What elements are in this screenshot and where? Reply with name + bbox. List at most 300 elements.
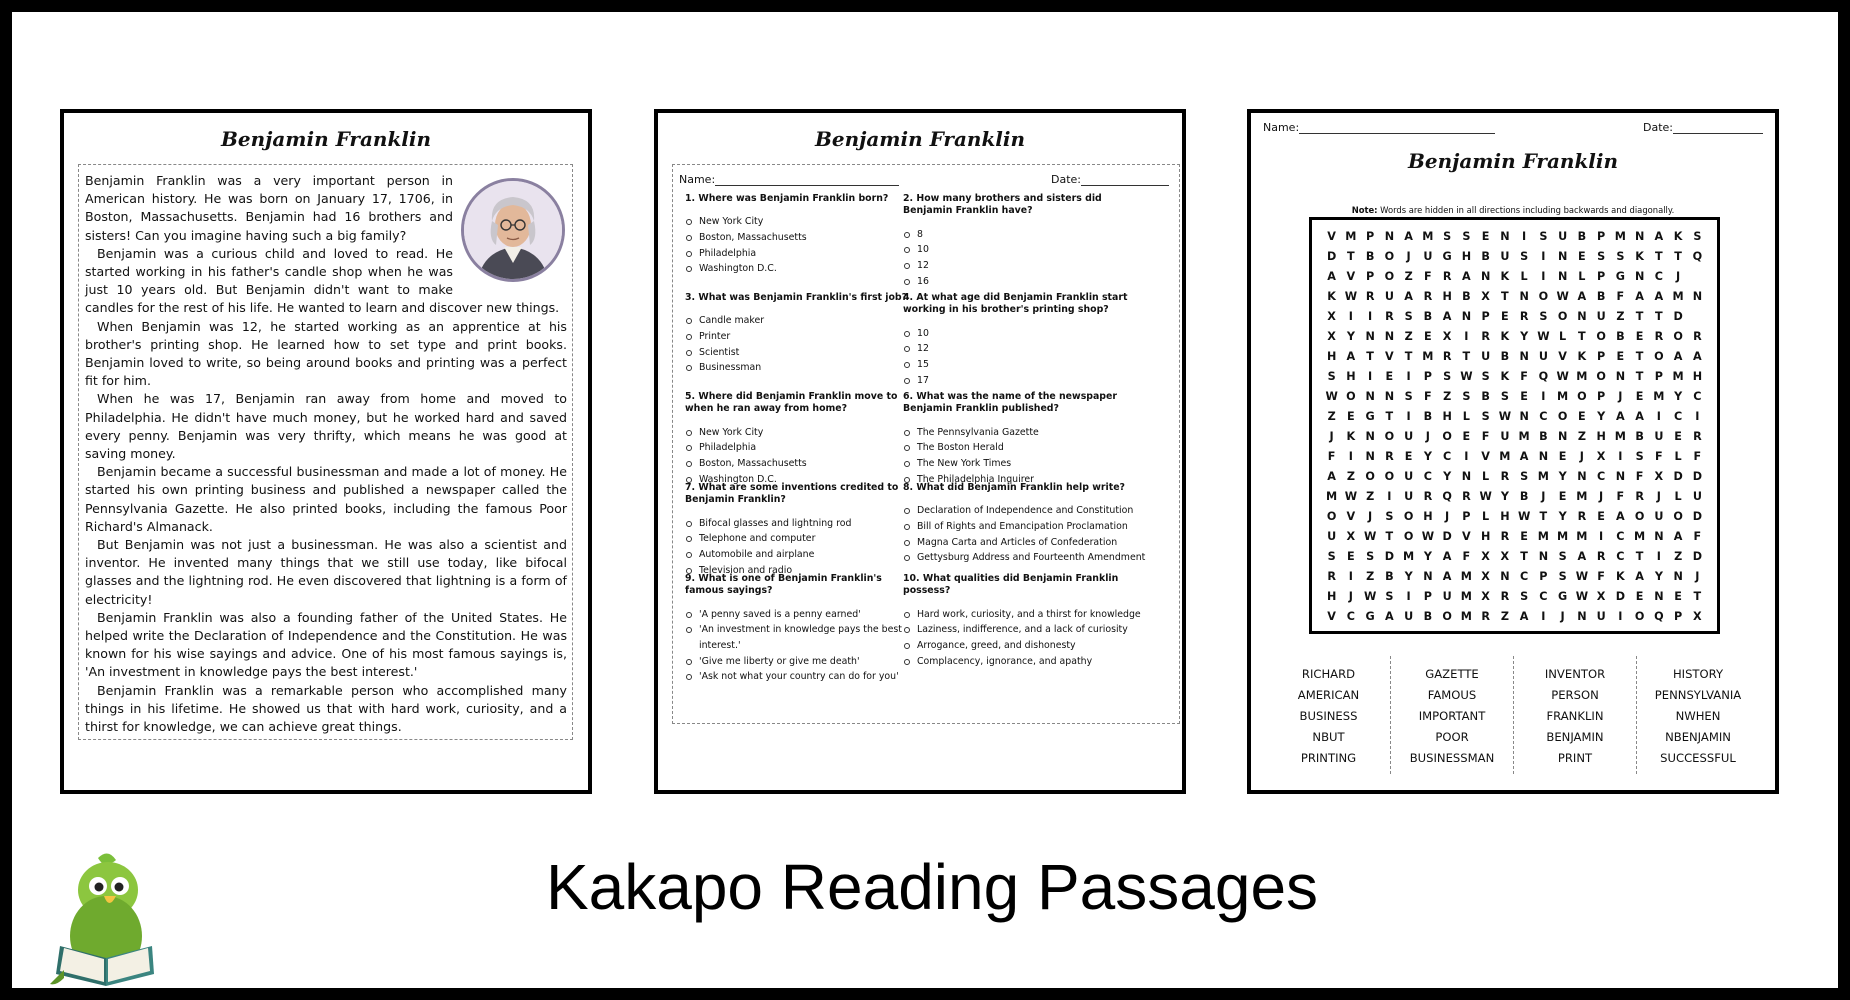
grid-letter[interactable]: K	[1346, 430, 1356, 443]
quiz-option[interactable]: New York City	[685, 425, 921, 441]
grid-letter[interactable]: M	[1557, 530, 1569, 543]
grid-letter[interactable]: Q	[1692, 250, 1703, 263]
grid-letter[interactable]: K	[1327, 290, 1336, 303]
grid-letter[interactable]: J	[1676, 270, 1681, 283]
grid-letter[interactable]: U	[1500, 430, 1510, 443]
grid-letter[interactable]: K	[1577, 350, 1587, 363]
grid-letter[interactable]: I	[1656, 410, 1661, 423]
grid-letter[interactable]: W	[1479, 490, 1492, 503]
quiz-option[interactable]: 17	[903, 373, 1153, 389]
grid-letter[interactable]: N	[1519, 290, 1529, 303]
grid-letter[interactable]: T	[1385, 410, 1394, 423]
grid-letter[interactable]: R	[1385, 310, 1394, 323]
grid-letter[interactable]: S	[1539, 310, 1548, 323]
grid-letter[interactable]: E	[1404, 450, 1413, 463]
grid-letter[interactable]: B	[1385, 570, 1394, 583]
grid-letter[interactable]: I	[1348, 570, 1353, 583]
wordsearch-date-field[interactable]	[1643, 121, 1763, 134]
grid-letter[interactable]: Z	[1346, 470, 1355, 483]
grid-letter[interactable]: Y	[1443, 470, 1452, 483]
grid-letter[interactable]: T	[1635, 370, 1644, 383]
grid-letter[interactable]: N	[1365, 330, 1375, 343]
grid-letter[interactable]: U	[1654, 510, 1664, 523]
grid-letter[interactable]: N	[1577, 610, 1587, 623]
grid-letter[interactable]: K	[1500, 370, 1510, 383]
grid-letter[interactable]: N	[1365, 430, 1375, 443]
grid-letter[interactable]: J	[1579, 450, 1584, 463]
grid-letter[interactable]: S	[1539, 230, 1548, 243]
quiz-option[interactable]: Printer	[685, 329, 921, 345]
grid-letter[interactable]: M	[1576, 370, 1588, 383]
grid-letter[interactable]: O	[1403, 530, 1414, 543]
grid-letter[interactable]: I	[1406, 410, 1411, 423]
grid-letter[interactable]: X	[1481, 550, 1490, 563]
grid-letter[interactable]: B	[1577, 230, 1587, 243]
grid-letter[interactable]: S	[1385, 510, 1394, 523]
grid-letter[interactable]: L	[1520, 270, 1528, 283]
quiz-option[interactable]: Telephone and computer	[685, 531, 921, 547]
grid-letter[interactable]: A	[1327, 270, 1336, 283]
grid-letter[interactable]: Y	[1346, 330, 1355, 343]
grid-letter[interactable]: O	[1384, 430, 1395, 443]
grid-letter[interactable]: I	[1618, 610, 1623, 623]
grid-letter[interactable]: C	[1674, 410, 1683, 423]
grid-letter[interactable]: S	[1481, 370, 1490, 383]
grid-letter[interactable]: A	[1442, 310, 1452, 323]
grid-letter[interactable]: A	[1635, 570, 1644, 583]
grid-letter[interactable]: L	[1559, 330, 1567, 343]
grid-letter[interactable]: N	[1654, 590, 1664, 603]
grid-letter[interactable]: W	[1537, 330, 1550, 343]
quiz-option[interactable]: Philadelphia	[685, 246, 921, 262]
grid-letter[interactable]: O	[1596, 370, 1606, 383]
grid-letter[interactable]: Q	[1538, 370, 1549, 383]
quiz-option[interactable]: Bill of Rights and Emancipation Proclamation	[903, 519, 1153, 535]
grid-letter[interactable]: O	[1673, 510, 1683, 523]
grid-letter[interactable]: T	[1347, 250, 1355, 263]
grid-letter[interactable]: U	[1404, 430, 1414, 443]
grid-letter[interactable]: U	[1596, 610, 1606, 623]
grid-letter[interactable]: I	[1387, 490, 1392, 503]
quiz-option[interactable]: Scientist	[685, 345, 921, 361]
grid-letter[interactable]: H	[1500, 510, 1510, 523]
grid-letter[interactable]: N	[1519, 350, 1529, 363]
grid-letter[interactable]: K	[1673, 230, 1683, 243]
grid-letter[interactable]: O	[1326, 510, 1337, 523]
grid-letter[interactable]: O	[1346, 390, 1356, 403]
grid-letter[interactable]: T	[1655, 250, 1663, 263]
grid-letter[interactable]: Z	[1500, 610, 1509, 623]
quiz-option[interactable]: The Pennsylvania Gazette	[903, 425, 1153, 441]
grid-letter[interactable]: K	[1500, 270, 1510, 283]
grid-letter[interactable]: C	[1654, 270, 1663, 283]
grid-letter[interactable]: S	[1462, 390, 1471, 403]
grid-letter[interactable]: O	[1442, 430, 1452, 443]
grid-letter[interactable]: B	[1423, 610, 1433, 623]
quiz-option[interactable]: 10	[903, 242, 1153, 258]
grid-letter[interactable]: E	[1674, 590, 1682, 603]
grid-letter[interactable]: E	[1616, 350, 1625, 363]
grid-letter[interactable]: I	[1368, 370, 1373, 383]
grid-letter[interactable]: D	[1384, 550, 1395, 563]
grid-letter[interactable]: R	[1500, 470, 1510, 483]
grid-letter[interactable]: J	[1348, 590, 1353, 603]
grid-letter[interactable]: F	[1597, 570, 1605, 583]
grid-letter[interactable]: U	[1404, 490, 1414, 503]
grid-letter[interactable]: N	[1615, 470, 1626, 483]
grid-letter[interactable]: M	[1576, 530, 1588, 543]
grid-letter[interactable]: K	[1635, 250, 1644, 263]
grid-letter[interactable]: P	[1597, 350, 1606, 363]
grid-letter[interactable]: I	[1368, 310, 1373, 323]
grid-letter[interactable]: U	[1654, 430, 1664, 443]
grid-letter[interactable]: X	[1596, 450, 1606, 463]
grid-letter[interactable]: V	[1481, 450, 1490, 463]
grid-letter[interactable]: A	[1442, 550, 1452, 563]
grid-letter[interactable]: N	[1384, 390, 1395, 403]
quiz-option[interactable]: Gettysburg Address and Fourteenth Amendment	[903, 550, 1153, 566]
grid-letter[interactable]: H	[1346, 370, 1356, 383]
grid-letter[interactable]: E	[1578, 250, 1586, 263]
grid-letter[interactable]: J	[1329, 430, 1334, 443]
grid-letter[interactable]: I	[1406, 370, 1411, 383]
grid-letter[interactable]: E	[1462, 430, 1471, 443]
grid-letter[interactable]: T	[1635, 350, 1644, 363]
grid-letter[interactable]: W	[1575, 590, 1589, 603]
grid-letter[interactable]: W	[1575, 570, 1589, 583]
quiz-option[interactable]: Complacency, ignorance, and apathy	[903, 654, 1153, 670]
grid-letter[interactable]: S	[1366, 550, 1375, 563]
grid-letter[interactable]: V	[1346, 270, 1356, 283]
grid-letter[interactable]: O	[1634, 610, 1645, 623]
grid-letter[interactable]: O	[1557, 310, 1568, 323]
grid-letter[interactable]: E	[1347, 410, 1355, 423]
grid-letter[interactable]: O	[1403, 510, 1414, 523]
grid-letter[interactable]: B	[1596, 290, 1606, 303]
grid-letter[interactable]: G	[1365, 610, 1375, 623]
grid-letter[interactable]: S	[1385, 590, 1394, 603]
grid-letter[interactable]: F	[1616, 490, 1625, 503]
grid-letter[interactable]: Z	[1616, 310, 1625, 323]
grid-letter[interactable]: T	[1635, 310, 1644, 323]
quiz-option[interactable]: Washington D.C.	[685, 472, 921, 488]
grid-letter[interactable]: A	[1616, 510, 1625, 523]
grid-letter[interactable]: L	[1578, 270, 1586, 283]
grid-letter[interactable]: V	[1462, 530, 1471, 543]
grid-letter[interactable]: Y	[1500, 490, 1509, 503]
grid-letter[interactable]: E	[1520, 530, 1528, 543]
grid-letter[interactable]: N	[1615, 370, 1626, 383]
quiz-option[interactable]: The Philadelphia Inquirer	[903, 472, 1153, 488]
grid-letter[interactable]: Y	[1423, 450, 1432, 463]
grid-letter[interactable]: N	[1557, 250, 1568, 263]
grid-letter[interactable]: J	[1406, 250, 1411, 263]
grid-letter[interactable]: T	[1539, 510, 1548, 523]
grid-letter[interactable]: S	[1520, 590, 1529, 603]
grid-letter[interactable]: A	[1577, 550, 1587, 563]
quiz-option[interactable]: Laziness, indifference, and a lack of curiosity	[903, 622, 1153, 638]
grid-letter[interactable]: A	[1442, 570, 1452, 583]
grid-letter[interactable]: P	[1423, 590, 1432, 603]
grid-letter[interactable]: B	[1500, 350, 1510, 363]
grid-letter[interactable]: M	[1634, 530, 1646, 543]
grid-letter[interactable]: P	[1597, 230, 1606, 243]
grid-letter[interactable]: S	[1520, 470, 1529, 483]
grid-letter[interactable]: R	[1519, 310, 1529, 323]
grid-letter[interactable]: D	[1692, 510, 1703, 523]
grid-letter[interactable]: S	[1693, 230, 1702, 243]
grid-letter[interactable]: C	[1443, 450, 1452, 463]
grid-letter[interactable]: X	[1442, 330, 1452, 343]
grid-letter[interactable]: Y	[1558, 470, 1567, 483]
grid-letter[interactable]: N	[1461, 310, 1472, 323]
quiz-option[interactable]: 15	[903, 357, 1153, 373]
grid-letter[interactable]: A	[1635, 410, 1644, 423]
grid-letter[interactable]: P	[1366, 230, 1375, 243]
grid-letter[interactable]: X	[1346, 530, 1356, 543]
grid-letter[interactable]: R	[1442, 350, 1452, 363]
grid-letter[interactable]: M	[1403, 550, 1415, 563]
grid-letter[interactable]: W	[1344, 490, 1358, 503]
grid-letter[interactable]: X	[1327, 310, 1336, 323]
grid-letter[interactable]: R	[1442, 270, 1452, 283]
grid-letter[interactable]: G	[1558, 590, 1568, 603]
grid-letter[interactable]: T	[1501, 290, 1509, 303]
grid-letter[interactable]: X	[1693, 610, 1702, 623]
grid-letter[interactable]: I	[1541, 270, 1546, 283]
grid-letter[interactable]: V	[1558, 350, 1567, 363]
grid-letter[interactable]: C	[1520, 570, 1529, 583]
grid-letter[interactable]: S	[1481, 410, 1490, 423]
grid-letter[interactable]: A	[1404, 290, 1413, 303]
grid-letter[interactable]: J	[1368, 510, 1373, 523]
grid-letter[interactable]: E	[1501, 310, 1509, 323]
grid-letter[interactable]: W	[1344, 290, 1358, 303]
grid-letter[interactable]: G	[1615, 270, 1625, 283]
grid-letter[interactable]: D	[1615, 590, 1626, 603]
grid-letter[interactable]: B	[1481, 250, 1490, 263]
grid-letter[interactable]: S	[1327, 370, 1336, 383]
grid-letter[interactable]: S	[1462, 230, 1471, 243]
grid-letter[interactable]: S	[1520, 250, 1529, 263]
grid-letter[interactable]: X	[1481, 290, 1490, 303]
grid-letter[interactable]: V	[1327, 230, 1336, 243]
grid-letter[interactable]: U	[1404, 470, 1414, 483]
grid-letter[interactable]: W	[1363, 530, 1377, 543]
grid-letter[interactable]: A	[1462, 270, 1471, 283]
quiz-option[interactable]: 8	[903, 227, 1153, 243]
grid-letter[interactable]: P	[1462, 510, 1471, 523]
grid-letter[interactable]: R	[1462, 490, 1471, 503]
grid-letter[interactable]: B	[1519, 490, 1529, 503]
grid-letter[interactable]: M	[1672, 370, 1684, 383]
grid-letter[interactable]: O	[1557, 410, 1568, 423]
grid-letter[interactable]: R	[1577, 510, 1587, 523]
grid-letter[interactable]: D	[1692, 470, 1703, 483]
grid-letter[interactable]: T	[1366, 350, 1374, 363]
grid-letter[interactable]: N	[1538, 550, 1549, 563]
grid-letter[interactable]: I	[1406, 590, 1411, 603]
grid-letter[interactable]: E	[1578, 410, 1586, 423]
grid-letter[interactable]: U	[1692, 490, 1702, 503]
grid-letter[interactable]: C	[1693, 390, 1702, 403]
grid-letter[interactable]: L	[1674, 490, 1682, 503]
grid-letter[interactable]: C	[1616, 530, 1625, 543]
quiz-option[interactable]: Boston, Massachusetts	[685, 456, 921, 472]
grid-letter[interactable]: B	[1423, 310, 1433, 323]
grid-letter[interactable]: A	[1635, 290, 1644, 303]
grid-letter[interactable]: Z	[1366, 490, 1375, 503]
grid-letter[interactable]: O	[1596, 330, 1606, 343]
grid-letter[interactable]: M	[1422, 350, 1434, 363]
grid-letter[interactable]: J	[1541, 490, 1546, 503]
grid-letter[interactable]: X	[1500, 550, 1510, 563]
grid-letter[interactable]: R	[1693, 430, 1702, 443]
grid-letter[interactable]: C	[1597, 470, 1606, 483]
grid-letter[interactable]: U	[1327, 530, 1337, 543]
grid-letter[interactable]: M	[1537, 470, 1549, 483]
grid-letter[interactable]: F	[1693, 450, 1702, 463]
grid-letter[interactable]: M	[1499, 450, 1511, 463]
grid-letter[interactable]: J	[1445, 510, 1450, 523]
grid-letter[interactable]: S	[1404, 390, 1413, 403]
grid-letter[interactable]: L	[1482, 510, 1490, 523]
grid-letter[interactable]: M	[1557, 390, 1569, 403]
grid-letter[interactable]: U	[1538, 350, 1548, 363]
grid-letter[interactable]: R	[1654, 330, 1664, 343]
grid-letter[interactable]: L	[1462, 410, 1470, 423]
grid-letter[interactable]: Y	[1654, 570, 1663, 583]
grid-letter[interactable]: M	[1576, 490, 1588, 503]
grid-letter[interactable]: A	[1673, 350, 1683, 363]
grid-letter[interactable]: D	[1673, 470, 1683, 483]
grid-letter[interactable]: F	[1520, 370, 1528, 383]
quiz-option[interactable]: 'A penny saved is a penny earned'	[685, 607, 921, 623]
grid-letter[interactable]: E	[1385, 370, 1394, 383]
grid-letter[interactable]: I	[1522, 230, 1527, 243]
grid-letter[interactable]: Y	[1674, 390, 1683, 403]
grid-letter[interactable]: E	[1520, 390, 1528, 403]
grid-letter[interactable]: N	[1634, 270, 1645, 283]
quiz-option[interactable]: Arrogance, greed, and dishonesty	[903, 638, 1153, 654]
grid-letter[interactable]: J	[1425, 430, 1430, 443]
grid-letter[interactable]: I	[1541, 250, 1546, 263]
quiz-option[interactable]: 'An investment in knowledge pays the best interest.'	[685, 622, 921, 653]
grid-letter[interactable]: A	[1346, 350, 1356, 363]
quiz-option[interactable]: Declaration of Independence and Constitution	[903, 503, 1153, 519]
grid-letter[interactable]: I	[1464, 450, 1469, 463]
grid-letter[interactable]: F	[1616, 290, 1625, 303]
grid-letter[interactable]: S	[1558, 550, 1567, 563]
grid-letter[interactable]: Z	[1327, 410, 1336, 423]
grid-letter[interactable]: N	[1692, 290, 1703, 303]
grid-letter[interactable]: Z	[1404, 270, 1413, 283]
grid-letter[interactable]: R	[1693, 330, 1702, 343]
grid-letter[interactable]	[1688, 267, 1707, 287]
grid-letter[interactable]: P	[1539, 570, 1548, 583]
grid-letter[interactable]: N	[1480, 270, 1491, 283]
grid-letter[interactable]: I	[1618, 450, 1623, 463]
grid-letter[interactable]: G	[1365, 410, 1375, 423]
grid-letter[interactable]: I	[1348, 310, 1353, 323]
grid-letter[interactable]: M	[1326, 490, 1338, 503]
grid-letter[interactable]: X	[1327, 330, 1336, 343]
grid-letter[interactable]: H	[1326, 350, 1337, 363]
grid-letter[interactable]: N	[1500, 570, 1510, 583]
grid-letter[interactable]: M	[1460, 570, 1472, 583]
grid-letter[interactable]: M	[1345, 230, 1357, 243]
quiz-option[interactable]: 10	[903, 326, 1153, 342]
grid-letter[interactable]: U	[1442, 590, 1452, 603]
grid-letter[interactable]: D	[1326, 250, 1337, 263]
grid-letter[interactable]: B	[1635, 430, 1644, 443]
grid-letter[interactable]: O	[1577, 390, 1587, 403]
grid-letter[interactable]: F	[1655, 450, 1663, 463]
grid-letter[interactable]: N	[1538, 450, 1549, 463]
grid-letter[interactable]: P	[1366, 270, 1375, 283]
quiz-option[interactable]: New York City	[685, 214, 921, 230]
grid-letter[interactable]: H	[1480, 530, 1491, 543]
grid-letter[interactable]: H	[1326, 590, 1337, 603]
grid-letter[interactable]: X	[1481, 570, 1490, 583]
grid-letter[interactable]: D	[1692, 550, 1703, 563]
grid-letter[interactable]: O	[1673, 330, 1683, 343]
grid-letter[interactable]: R	[1365, 290, 1375, 303]
grid-letter[interactable]: H	[1461, 250, 1472, 263]
grid-letter[interactable]: P	[1597, 390, 1606, 403]
grid-letter[interactable]: X	[1596, 590, 1606, 603]
grid-letter[interactable]: Q	[1442, 490, 1452, 503]
grid-letter[interactable]: E	[1674, 430, 1682, 443]
grid-letter[interactable]: E	[1481, 230, 1490, 243]
grid-letter[interactable]: W	[1363, 590, 1377, 603]
grid-letter[interactable]: Y	[1404, 570, 1413, 583]
grid-letter[interactable]: H	[1442, 290, 1452, 303]
grid-letter[interactable]: J	[1656, 490, 1661, 503]
grid-letter[interactable]: C	[1346, 610, 1355, 623]
grid-letter[interactable]: M	[1460, 610, 1472, 623]
grid-letter[interactable]: S	[1443, 370, 1452, 383]
grid-letter[interactable]: A	[1616, 410, 1625, 423]
grid-letter[interactable]: P	[1597, 270, 1606, 283]
quiz-option[interactable]: Philadelphia	[685, 440, 921, 456]
grid-letter[interactable]: E	[1558, 450, 1567, 463]
grid-letter[interactable]: J	[1560, 610, 1565, 623]
grid-letter[interactable]: P	[1654, 370, 1663, 383]
grid-letter[interactable]: R	[1481, 610, 1490, 623]
grid-letter[interactable]: J	[1599, 490, 1604, 503]
grid-letter[interactable]: C	[1616, 550, 1625, 563]
grid-letter[interactable]: D	[1442, 530, 1452, 543]
grid-letter[interactable]: Y	[1423, 550, 1432, 563]
grid-letter[interactable]: N	[1577, 470, 1587, 483]
grid-letter[interactable]: L	[1482, 470, 1490, 483]
grid-letter[interactable]: B	[1365, 250, 1375, 263]
grid-letter[interactable]: S	[1597, 250, 1606, 263]
grid-letter[interactable]: C	[1423, 470, 1432, 483]
grid-letter[interactable]: A	[1577, 290, 1587, 303]
grid-letter[interactable]: N	[1423, 570, 1433, 583]
grid-letter[interactable]: I	[1656, 550, 1661, 563]
grid-letter[interactable]: M	[1653, 390, 1665, 403]
grid-letter[interactable]: J	[1695, 570, 1700, 583]
grid-letter[interactable]: T	[1635, 550, 1644, 563]
quiz-option[interactable]: Businessman	[685, 360, 921, 376]
grid-letter[interactable]: R	[1423, 290, 1433, 303]
grid-letter[interactable]: Y	[1520, 330, 1529, 343]
grid-letter[interactable]: O	[1634, 510, 1645, 523]
grid-letter[interactable]: I	[1541, 610, 1546, 623]
